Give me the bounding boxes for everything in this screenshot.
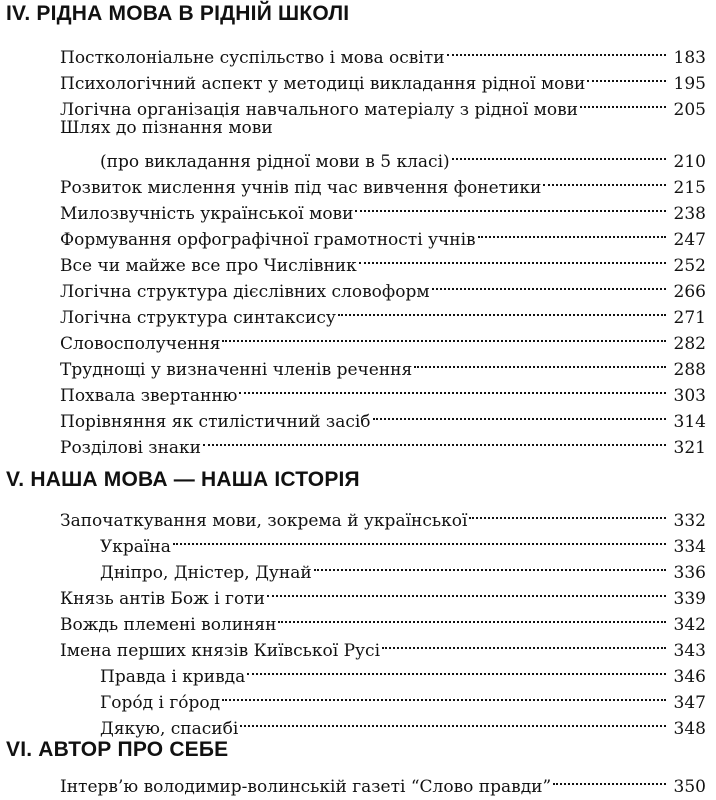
toc-entry-page: 183 <box>673 48 706 68</box>
dot-leader <box>314 552 666 578</box>
toc-entry-label: Формування орфографічної грамотності учнів <box>60 230 476 250</box>
toc-entry-label: Дніпро, Дністер, Дунай <box>100 563 312 583</box>
toc-entry-label: Словосполучення <box>60 334 221 354</box>
toc-entry-page: 347 <box>673 693 706 713</box>
toc-entry[interactable] <box>100 552 706 583</box>
dot-leader <box>553 766 666 792</box>
toc-entry[interactable] <box>60 375 706 406</box>
toc-entry-label: Милозвучність української мови <box>60 204 354 224</box>
toc-entry[interactable] <box>60 578 706 609</box>
toc-entry[interactable] <box>60 167 706 198</box>
toc-entry-label: Горо́д і го́род <box>100 693 221 713</box>
toc-entry-page: 346 <box>673 667 706 687</box>
toc-entry-label: Труднощі у визначенні членів речення <box>60 360 413 380</box>
toc-entry[interactable] <box>60 349 706 380</box>
toc-entry-page: 314 <box>673 412 706 432</box>
toc-entry-page: 350 <box>673 777 706 797</box>
dot-leader <box>338 297 666 323</box>
toc-entry[interactable] <box>60 271 706 302</box>
dot-leader <box>587 63 666 89</box>
toc-entry-label: Вождь племені волинян <box>60 615 277 635</box>
toc-entry[interactable] <box>100 708 706 739</box>
dot-leader <box>222 682 666 708</box>
toc-entry-page: 334 <box>673 537 706 557</box>
toc-entry-label: (про викладання рідної мови в 5 класі) <box>100 152 450 172</box>
dot-leader <box>247 656 666 682</box>
toc-entry-page: 332 <box>673 511 706 531</box>
toc-entry-page: 271 <box>673 308 706 328</box>
toc-entry[interactable] <box>60 401 706 432</box>
toc-entry[interactable] <box>60 297 706 328</box>
toc-entry-page: 215 <box>673 178 706 198</box>
dot-leader <box>447 37 666 63</box>
toc-entry-page: 195 <box>673 74 706 94</box>
toc-entry-label: Правда і кривда <box>100 667 246 687</box>
dot-leader <box>267 578 666 604</box>
toc-entry-label[interactable]: Шлях до пізнання мови <box>60 118 273 138</box>
dot-leader <box>452 141 666 167</box>
toc-entry-page: 247 <box>673 230 706 250</box>
toc-entry-page: 336 <box>673 563 706 583</box>
toc-entry-label: Постколоніальне суспільство і мова освіти <box>60 48 445 68</box>
toc-entry-page: 343 <box>673 641 706 661</box>
toc-entry-page: 266 <box>673 282 706 302</box>
toc-entry-label: Інтерв’ю володимир-волинській газеті “Слово правди” <box>60 777 552 797</box>
toc-entry-label: Започаткування мови, зокрема й української <box>60 511 468 531</box>
section-title-v: V. НАША МОВА — НАША ІСТОРІЯ <box>6 468 360 491</box>
toc-entry-page: 339 <box>673 589 706 609</box>
toc-entry-page: 348 <box>673 719 706 739</box>
dot-leader <box>382 630 666 656</box>
dot-leader <box>543 167 666 193</box>
toc-entry[interactable] <box>100 141 706 172</box>
section-title-vi: VI. АВТОР ПРО СЕБЕ <box>6 738 229 761</box>
toc-entry[interactable] <box>60 219 706 250</box>
toc-entry[interactable] <box>60 89 706 120</box>
toc-entry[interactable] <box>60 245 706 276</box>
toc-entry-page: 282 <box>673 334 706 354</box>
toc-entry-label: Розділові знаки <box>60 438 201 458</box>
toc-entry-label: Розвиток мислення учнів під час вивчення фонетики <box>60 178 542 198</box>
toc-entry-page: 321 <box>673 438 706 458</box>
toc-entry[interactable] <box>60 323 706 354</box>
toc-entry-label: Князь антів Бож і готи <box>60 589 265 609</box>
toc-entry[interactable] <box>60 630 706 661</box>
toc-entry[interactable] <box>100 656 706 687</box>
toc-entry-label: Дякую, спасибі <box>100 719 239 739</box>
dot-leader <box>414 349 666 375</box>
dot-leader <box>278 604 666 630</box>
dot-leader <box>373 401 666 427</box>
section-title-iv: IV. РІДНА МОВА В РІДНІЙ ШКОЛІ <box>6 2 350 25</box>
toc-entry[interactable] <box>60 63 706 94</box>
toc-entry-page: 252 <box>673 256 706 276</box>
toc-entry-page: 342 <box>673 615 706 635</box>
toc-entry-label: Психологічний аспект у методиці викладання рідної мови <box>60 74 586 94</box>
toc-entry-page: 210 <box>673 152 706 172</box>
toc-entry-page: 303 <box>673 386 706 406</box>
dot-leader <box>173 526 666 552</box>
toc-entry-label: Імена перших князів Київської Русі <box>60 641 381 661</box>
toc-entry-page: 238 <box>673 204 706 224</box>
toc-entry-label: Україна <box>100 537 171 557</box>
toc-entry-label: Логічна організація навчального матеріалу з рідної мови <box>60 100 578 120</box>
toc-entry-label: Похвала звертанню <box>60 386 238 406</box>
toc-entry[interactable] <box>100 526 706 557</box>
toc-entry[interactable] <box>60 500 706 531</box>
toc-entry[interactable] <box>60 604 706 635</box>
dot-leader <box>240 708 666 734</box>
toc-entry[interactable] <box>100 682 706 713</box>
toc-entry-label: Логічна структура синтаксису <box>60 308 336 328</box>
dot-leader <box>580 89 666 115</box>
toc-entry[interactable] <box>60 193 706 224</box>
dot-leader <box>355 193 666 219</box>
dot-leader <box>469 500 666 526</box>
toc-entry-page: 288 <box>673 360 706 380</box>
toc-entry-label: Все чи майже все про Числівник <box>60 256 357 276</box>
dot-leader <box>478 219 666 245</box>
dot-leader <box>222 323 666 349</box>
toc-entry[interactable] <box>60 427 706 458</box>
toc-entry[interactable] <box>60 766 706 797</box>
dot-leader <box>203 427 666 453</box>
toc-entry-page: 205 <box>673 100 706 120</box>
dot-leader <box>432 271 666 297</box>
dot-leader <box>359 245 666 271</box>
toc-entry-label: Логічна структура дієслівних словоформ <box>60 282 430 302</box>
toc-entry[interactable] <box>60 37 706 68</box>
toc-entry-label: Порівняння як стилістичний засіб <box>60 412 371 432</box>
dot-leader <box>239 375 666 401</box>
